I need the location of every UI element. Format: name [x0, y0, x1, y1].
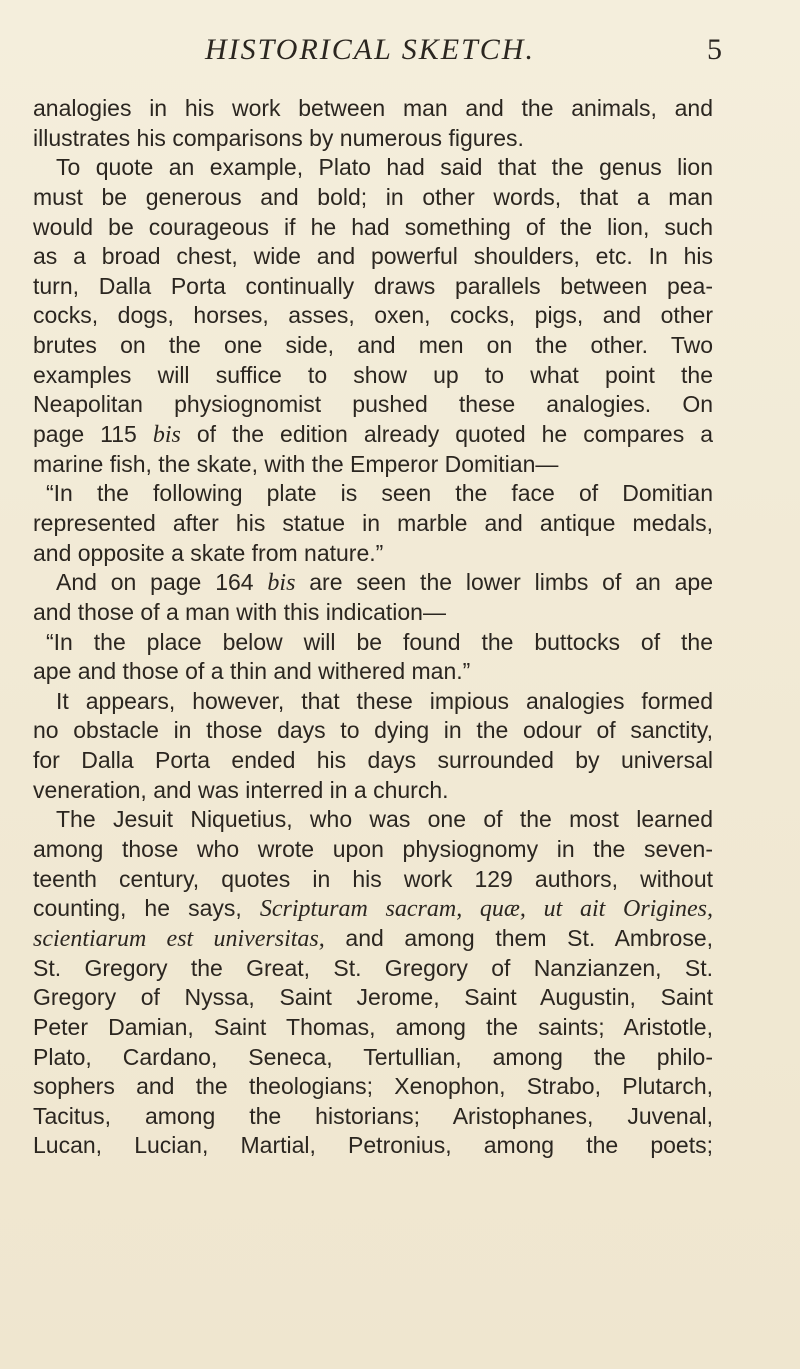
running-head: [0, 30, 800, 70]
italic-run: scientiarum est universitas,: [33, 925, 325, 952]
text-line: sophers and the theologians; Xenophon, Strabo, Plutarch,: [33, 1073, 713, 1100]
text-line: teenth century, quotes in his work 129 authors, without: [33, 865, 713, 892]
text-line: and opposite a skate from nature.”: [33, 539, 384, 566]
italic-run: bis: [152, 422, 181, 449]
text-line: It appears, however, that these impious analogies formed: [56, 687, 713, 714]
text-line: would be courageous if he had something of the lion, such: [33, 213, 713, 240]
text-run: are seen the lower limbs of an ape: [295, 569, 713, 596]
text-run: And on page 164: [56, 569, 268, 596]
text-line: “In the place below will be found the buttocks of the: [46, 628, 713, 655]
italic-run: bis: [267, 570, 296, 597]
text-line: and those of a man with this indication—: [33, 598, 446, 625]
text-line: cocks, dogs, horses, asses, oxen, cocks, pigs, and other: [33, 302, 713, 329]
text-line: Neapolitan physiognomist pushed these analogies. On: [33, 391, 713, 418]
text-line: [33, 568, 713, 598]
text-line: [33, 420, 713, 450]
italic-run: Scripturam sacram, quæ, ut ait Origines,: [259, 896, 713, 923]
text-line: veneration, and was interred in a church.: [33, 776, 449, 803]
text-line: Tacitus, among the historians; Aristophanes, Juvenal,: [33, 1102, 713, 1129]
text-line: [33, 894, 713, 924]
text-line: no obstacle in those days to dying in the odour of sanctity,: [33, 717, 713, 744]
text-line: The Jesuit Niquetius, who was one of the most learned: [56, 806, 713, 833]
text-line: “In the following plate is seen the face of Domitian: [46, 480, 713, 507]
text-line: as a broad chest, wide and powerful shoulders, etc. In his: [33, 243, 713, 270]
text-line: illustrates his comparisons by numerous figures.: [33, 124, 524, 151]
text-run: counting, he says,: [33, 895, 260, 922]
text-line: marine fish, the skate, with the Emperor Domitian—: [33, 450, 559, 477]
text-line: Lucan, Lucian, Martial, Petronius, among the poets;: [33, 1132, 713, 1159]
page-number: 5: [707, 33, 722, 66]
text-line: St. Gregory the Great, St. Gregory of Nanzianzen, St.: [33, 954, 713, 981]
text-line: for Dalla Porta ended his days surrounded by universal: [33, 747, 713, 774]
text-run: and among them St. Ambrose,: [324, 924, 713, 951]
running-title: HISTORICAL SKETCH.: [205, 33, 535, 66]
text-run: page 115: [33, 421, 153, 448]
text-line: [33, 924, 713, 954]
text-line: represented after his statue in marble and antique medals,: [33, 509, 713, 536]
text-line: ape and those of a thin and withered man.”: [33, 658, 471, 685]
text-line: Gregory of Nyssa, Saint Jerome, Saint Augustin, Saint: [33, 984, 713, 1011]
text-line: Plato, Cardano, Seneca, Tertullian, among the philo-: [33, 1043, 713, 1070]
text-line: Peter Damian, Saint Thomas, among the saints; Aristotle,: [33, 1013, 713, 1040]
text-line: brutes on the one side, and men on the other. Two: [33, 332, 713, 359]
text-line: examples will suffice to show up to what point the: [33, 361, 713, 388]
text-line: analogies in his work between man and the animals, and: [33, 95, 713, 121]
text-line: must be generous and bold; in other words, that a man: [33, 183, 713, 210]
text-run: of the edition already quoted he compares a: [180, 421, 713, 448]
text-line: To quote an example, Plato had said that the genus lion: [56, 154, 713, 181]
body-text: [33, 94, 713, 1161]
text-line: among those who wrote upon physiognomy in the seven-: [33, 836, 713, 863]
text-line: turn, Dalla Porta continually draws parallels between pea-: [33, 272, 713, 299]
